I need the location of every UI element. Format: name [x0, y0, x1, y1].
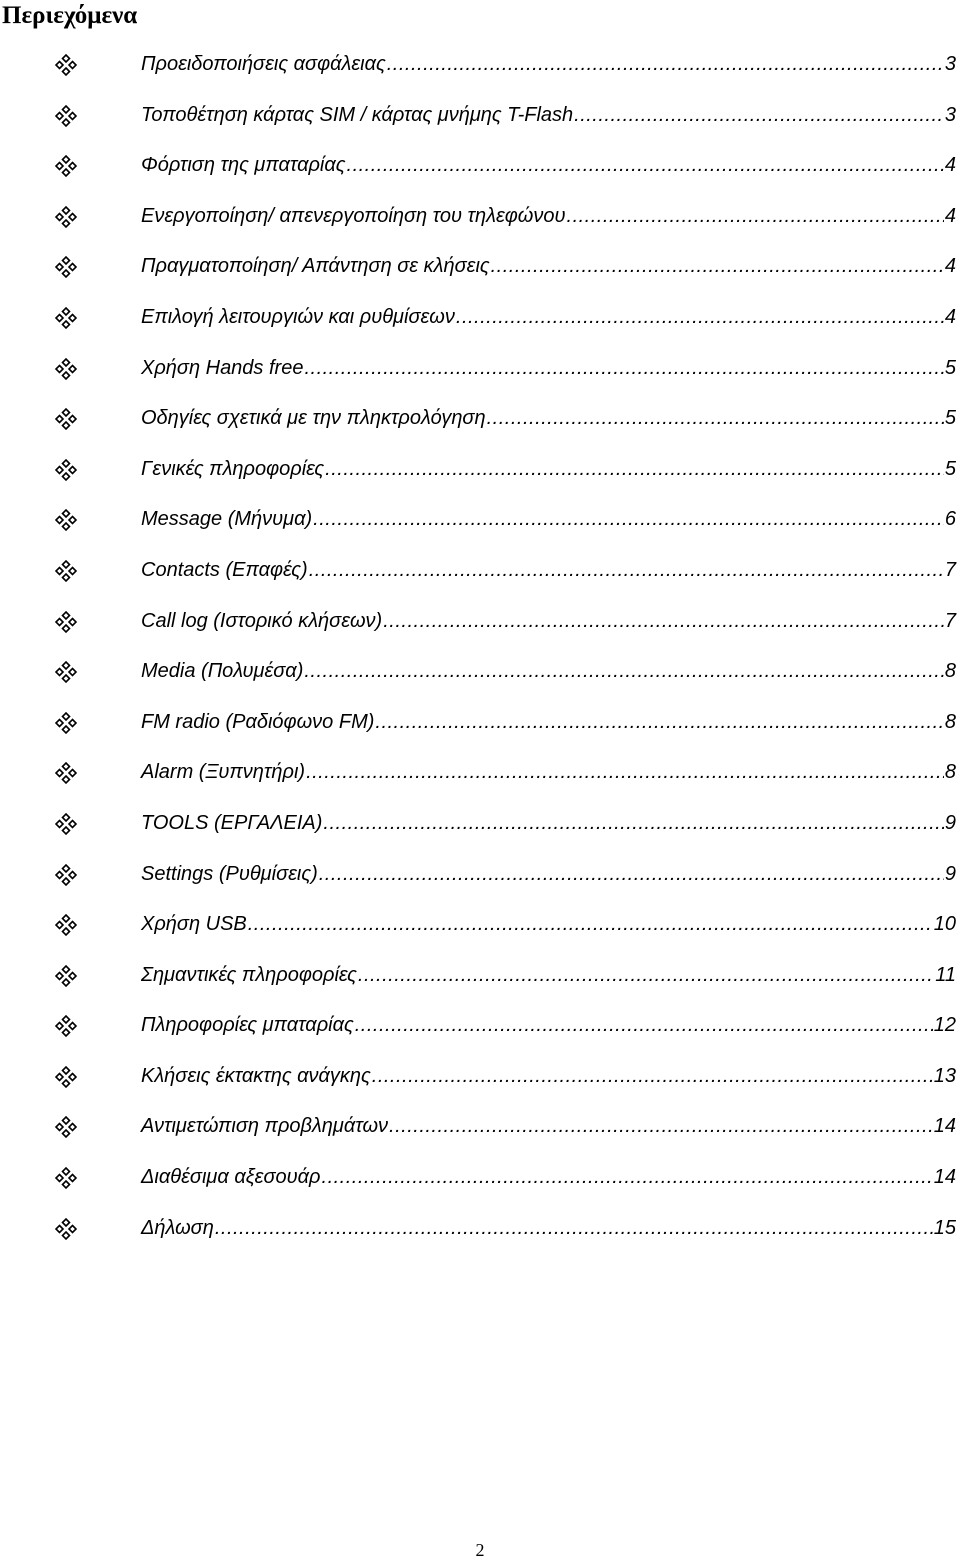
- four-diamond-bullet-icon: [54, 660, 78, 684]
- toc-entry-line: [141, 758, 956, 786]
- four-diamond-bullet-icon: [54, 1065, 78, 1089]
- four-diamond-bullet-icon: [54, 610, 78, 634]
- toc-entry-line: [141, 101, 956, 129]
- toc-entry[interactable]: [0, 1003, 960, 1054]
- toc-entry-line: [141, 556, 956, 584]
- toc-entry-page-number: 3: [944, 103, 956, 126]
- toc-entry[interactable]: [0, 346, 960, 397]
- toc-entry-line: [141, 708, 956, 736]
- dot-leader: [355, 1011, 933, 1039]
- four-diamond-bullet-icon: [54, 104, 78, 128]
- toc-entry[interactable]: [0, 447, 960, 498]
- toc-entry-line: [141, 1011, 956, 1039]
- page-title: Περιεχόμενα: [2, 2, 138, 29]
- toc-entry[interactable]: [0, 42, 960, 93]
- toc-entry-line: [141, 455, 956, 483]
- four-diamond-bullet-icon: [54, 1166, 78, 1190]
- toc-entry[interactable]: [0, 649, 960, 700]
- toc-entry-page-number: 10: [933, 913, 956, 936]
- toc-entry[interactable]: [0, 548, 960, 599]
- toc-entry-line: [141, 404, 956, 432]
- four-diamond-bullet-icon: [54, 1217, 78, 1241]
- toc-entry-page-number: 14: [933, 1115, 956, 1138]
- toc-entry[interactable]: [0, 1104, 960, 1155]
- toc-entry[interactable]: [0, 599, 960, 650]
- toc-entry-page-number: 9: [944, 862, 956, 885]
- dot-leader: [487, 404, 944, 432]
- dot-leader: [304, 354, 943, 382]
- toc-entry-page-number: 8: [944, 710, 956, 733]
- toc-entry-line: [141, 1112, 956, 1140]
- footer-page-number: 2: [475, 1540, 485, 1560]
- toc-entry-line: [141, 657, 956, 685]
- four-diamond-bullet-icon: [54, 508, 78, 532]
- four-diamond-bullet-icon: [54, 205, 78, 229]
- toc-entry[interactable]: [0, 244, 960, 295]
- four-diamond-bullet-icon: [54, 761, 78, 785]
- toc-entry-label: Πληροφορίες μπαταρίας: [141, 1014, 354, 1037]
- toc-entry-page-number: 5: [944, 407, 956, 430]
- four-diamond-bullet-icon: [54, 812, 78, 836]
- table-of-contents: [0, 42, 960, 1256]
- toc-entry-label: Χρήση Hands free: [141, 356, 304, 379]
- toc-entry-label: FM radio (Ραδιόφωνο FM): [141, 710, 375, 733]
- four-diamond-bullet-icon: [54, 407, 78, 431]
- toc-entry-page-number: 7: [944, 609, 956, 632]
- toc-entry[interactable]: [0, 902, 960, 953]
- toc-entry-page-number: 4: [944, 255, 956, 278]
- toc-entry-line: [141, 202, 956, 230]
- dot-leader: [567, 202, 944, 230]
- toc-entry-page-number: 14: [933, 1166, 956, 1189]
- dot-leader: [372, 1062, 933, 1090]
- four-diamond-bullet-icon: [54, 559, 78, 583]
- toc-entry-label: Οδηγίες σχετικά με την πληκτρολόγηση: [141, 407, 486, 430]
- toc-entry-line: [141, 151, 956, 179]
- toc-entry-page-number: 13: [933, 1064, 956, 1087]
- toc-entry-page-number: 8: [944, 761, 956, 784]
- four-diamond-bullet-icon: [54, 964, 78, 988]
- toc-entry-line: [141, 1062, 956, 1090]
- dot-leader: [248, 910, 933, 938]
- toc-entry[interactable]: [0, 700, 960, 751]
- toc-entry[interactable]: [0, 1054, 960, 1105]
- toc-entry[interactable]: [0, 396, 960, 447]
- toc-entry-label: Call log (Ιστορικό κλήσεων): [141, 609, 383, 632]
- toc-entry-page-number: 4: [944, 305, 956, 328]
- dot-leader: [323, 809, 943, 837]
- dot-leader: [491, 252, 944, 280]
- toc-entry-label: Σημαντικές πληροφορίες: [141, 963, 357, 986]
- four-diamond-bullet-icon: [54, 1014, 78, 1038]
- toc-entry-page-number: 4: [944, 154, 956, 177]
- toc-entry-line: [141, 607, 956, 635]
- dot-leader: [215, 1214, 933, 1242]
- toc-entry[interactable]: [0, 143, 960, 194]
- toc-entry[interactable]: [0, 750, 960, 801]
- four-diamond-bullet-icon: [54, 1115, 78, 1139]
- dot-leader: [304, 657, 944, 685]
- toc-entry-line: [141, 809, 956, 837]
- toc-entry-page-number: 11: [935, 963, 956, 986]
- toc-entry[interactable]: [0, 295, 960, 346]
- dot-leader: [574, 101, 944, 129]
- toc-entry[interactable]: [0, 194, 960, 245]
- toc-entry-label: Κλήσεις έκτακτης ανάγκης: [141, 1064, 371, 1087]
- dot-leader: [322, 1163, 933, 1191]
- toc-entry-line: [141, 1163, 956, 1191]
- dot-leader: [383, 607, 944, 635]
- toc-entry-page-number: 12: [933, 1014, 956, 1037]
- toc-entry-line: [141, 303, 956, 331]
- toc-entry-label: Message (Μήνυμα): [141, 508, 313, 531]
- four-diamond-bullet-icon: [54, 863, 78, 887]
- dot-leader: [375, 708, 943, 736]
- toc-entry-line: [141, 505, 956, 533]
- toc-entry[interactable]: [0, 93, 960, 144]
- toc-entry[interactable]: [0, 1206, 960, 1257]
- toc-entry-label: Φόρτιση της μπαταρίας: [141, 154, 346, 177]
- toc-entry-page-number: 15: [933, 1216, 956, 1239]
- four-diamond-bullet-icon: [54, 53, 78, 77]
- toc-entry-line: [141, 860, 956, 888]
- dot-leader: [313, 505, 944, 533]
- toc-entry-label: Τοποθέτηση κάρτας SIM / κάρτας μνήμης T-Flash: [141, 103, 574, 126]
- toc-entry-label: Πραγματοποίηση/ Απάντηση σε κλήσεις: [141, 255, 490, 278]
- toc-entry-label: Διαθέσιμα αξεσουάρ: [141, 1166, 321, 1189]
- four-diamond-bullet-icon: [54, 154, 78, 178]
- four-diamond-bullet-icon: [54, 357, 78, 381]
- toc-entry[interactable]: [0, 1155, 960, 1206]
- four-diamond-bullet-icon: [54, 913, 78, 937]
- toc-entry-label: Επιλογή λειτουργιών και ρυθμίσεων: [141, 305, 455, 328]
- toc-entry-label: Δήλωση: [141, 1216, 214, 1239]
- toc-entry-label: Προειδοποιήσεις ασφάλειας: [141, 53, 386, 75]
- toc-entry-label: Ενεργοποίηση/ απενεργοποίηση του τηλεφώνου: [141, 204, 566, 227]
- toc-entry-page-number: 3: [944, 53, 956, 75]
- dot-leader: [387, 50, 944, 78]
- dot-leader: [347, 151, 944, 179]
- toc-entry-label: Settings (Ρυθμίσεις): [141, 862, 318, 885]
- toc-entry-line: [141, 354, 956, 382]
- toc-entry-page-number: 9: [944, 811, 956, 834]
- dot-leader: [389, 1112, 933, 1140]
- dot-leader: [309, 556, 944, 584]
- toc-entry-line: [141, 252, 956, 280]
- toc-entry-label: Αντιμετώπιση προβλημάτων: [141, 1115, 389, 1138]
- toc-entry-label: Χρήση USB: [141, 913, 247, 936]
- toc-entry-label: TOOLS (ΕΡΓΑΛΕΙΑ): [141, 811, 323, 834]
- four-diamond-bullet-icon: [54, 711, 78, 735]
- dot-leader: [358, 961, 934, 989]
- toc-entry-page-number: 6: [944, 508, 956, 531]
- toc-entry-label: Alarm (Ξυπνητήρι): [141, 761, 306, 784]
- dot-leader: [456, 303, 944, 331]
- toc-entry[interactable]: [0, 801, 960, 852]
- toc-entry[interactable]: [0, 497, 960, 548]
- dot-leader: [325, 455, 944, 483]
- four-diamond-bullet-icon: [54, 306, 78, 330]
- toc-entry-page-number: 4: [944, 204, 956, 227]
- toc-entry-page-number: 8: [944, 660, 956, 683]
- toc-entry-label: Contacts (Επαφές): [141, 558, 308, 581]
- toc-entry-label: Γενικές πληροφορίες: [141, 457, 325, 480]
- toc-entry-page-number: 5: [944, 356, 956, 379]
- four-diamond-bullet-icon: [54, 255, 78, 279]
- four-diamond-bullet-icon: [54, 458, 78, 482]
- toc-entry-line: [141, 50, 956, 78]
- toc-entry-page-number: 5: [944, 457, 956, 480]
- toc-entry[interactable]: [0, 852, 960, 903]
- toc-entry-line: [141, 1214, 956, 1242]
- toc-entry-label: Media (Πολυμέσα): [141, 660, 304, 683]
- toc-entry-page-number: 7: [944, 558, 956, 581]
- toc-entry-line: [141, 961, 956, 989]
- toc-entry[interactable]: [0, 953, 960, 1004]
- dot-leader: [306, 758, 944, 786]
- toc-entry-line: [141, 910, 956, 938]
- dot-leader: [319, 860, 944, 888]
